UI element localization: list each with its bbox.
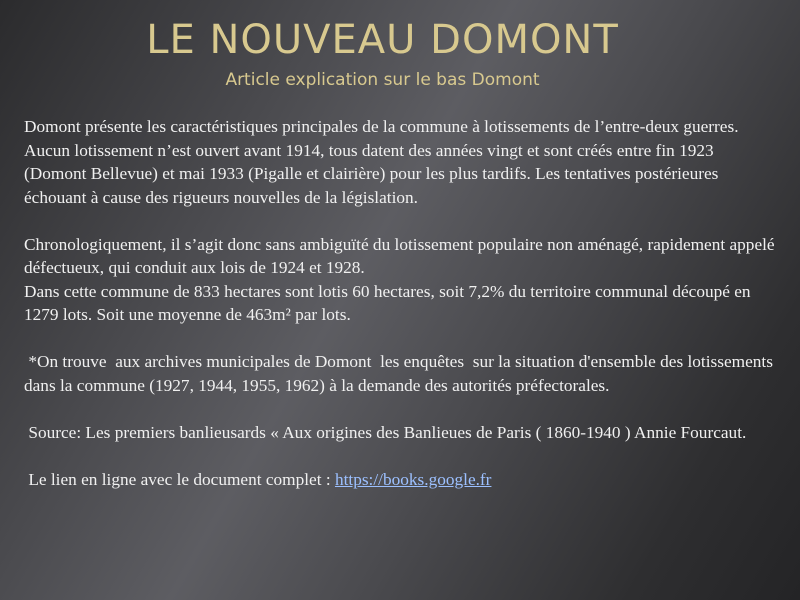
paragraph-intro: Domont présente les caractéristiques principales de la commune à lotissements de l’entre-deux guerres. Aucun lotissement n’est ouvert avant 1914, tous datent des années vingt et sont créés entre fin 1923 (Domont Bellevue) et mai 1933 (Pigalle et clairière) pour les plus tardifs. Les tentatives postérieures échouant à cause des rigueurs nouvelles de la législation. bbox=[24, 117, 739, 207]
slide-body bbox=[24, 115, 776, 491]
paragraph-link-line bbox=[24, 468, 776, 492]
paragraph-spacer bbox=[24, 327, 776, 351]
paragraph-spacer bbox=[24, 209, 776, 233]
paragraph-spacer bbox=[24, 397, 776, 421]
slide-subtitle: Article explication sur le bas Domont bbox=[225, 70, 540, 90]
paragraph-spacer bbox=[24, 444, 776, 468]
link-prefix-text: Le lien en ligne avec le document complet : bbox=[24, 469, 335, 489]
google-books-link[interactable]: https://books.google.fr bbox=[334, 469, 492, 489]
paragraph-source: Source: Les premiers banlieusards « Aux origines des Banlieues de Paris ( 1860-1940 ) Annie Fourcaut. bbox=[24, 422, 747, 442]
paragraph-archives: *On trouve aux archives municipales de Domont les enquêtes sur la situation d'ensemble des lotissements dans la commune (1927, 1944, 1955, 1962) à la demande des autorités préfectorales. bbox=[24, 352, 778, 395]
slide-title: LE NOUVEAU DOMONT bbox=[146, 17, 619, 63]
paragraph-statistics: Dans cette commune de 833 hectares sont lotis 60 hectares, soit 7,2% du territoire communal découpé en 1279 lots. Soit une moyenne de 463m² par lots. bbox=[24, 281, 751, 324]
paragraph-chronology: Chronologiquement, il s’agit donc sans ambiguïté du lotissement populaire non aménagé, rapidement appelé défectueux, qui conduit aux lois de 1924 et 1928. bbox=[24, 234, 775, 277]
